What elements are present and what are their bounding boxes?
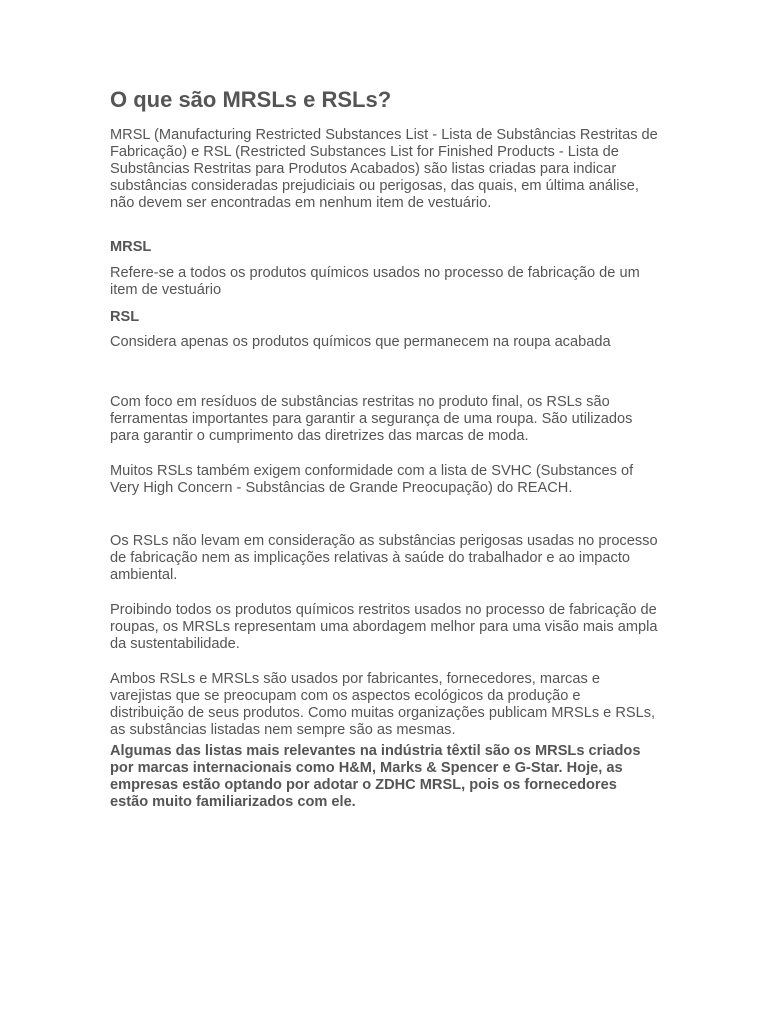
body-paragraph: Proibindo todos os produtos químicos restritos usados no processo de fabricação de roupas, os MRSLs representam uma abordagem melhor para uma visão mais ampla da sustentabilidade. — [110, 602, 658, 652]
body-paragraph: Ambos RSLs e MRSLs são usados por fabricantes, fornecedores, marcas e varejistas que se preocupam com os aspectos ecológicos da produção e distribuição de seus produtos. Como muitas organizações publicam MRSLs e RSLs, as substâncias listadas nem sempre são as mesmas. — [110, 671, 656, 738]
body-paragraph: Os RSLs não levam em consideração as substâncias perigosas usadas no processo de fabricação nem as implicações relativas à saúde do trabalhador e ao impacto ambiental. — [110, 533, 658, 583]
mrsl-heading: MRSL — [110, 239, 152, 255]
page-title: O que são MRSLs e RSLs? — [110, 87, 392, 112]
intro-paragraph: MRSL (Manufacturing Restricted Substances List - Lista de Substâncias Restritas de Fabricação) e RSL (Restricted Substances List for Finished Products - Lista de Substâncias Restritas para Produtos Acabados) são listas criadas para indicar substâncias consideradas prejudiciais ou perigosas, das quais, em última análise, não devem ser encontradas em nenhum item de vestuário. — [110, 127, 658, 211]
body-paragraph: Com foco em resíduos de substâncias restritas no produto final, os RSLs são ferramentas importantes para garantir a segurança de uma roupa. São utilizados para garantir o cumprimento das diretrizes das marcas de moda. — [110, 394, 633, 444]
body-paragraph: Muitos RSLs também exigem conformidade com a lista de SVHC (Substances of Very High Concern - Substâncias de Grande Preocupação) do REACH. — [110, 463, 634, 496]
document-page — [110, 86, 658, 811]
rsl-heading: RSL — [110, 309, 140, 325]
rsl-description: Considera apenas os produtos químicos que permanecem na roupa acabada — [110, 334, 611, 350]
closing-paragraph: Algumas das listas mais relevantes na indústria têxtil são os MRSLs criados por marcas internacionais como H&M, Marks & Spencer e G-Star. Hoje, as empresas estão optando por adotar o ZDHC MRSL, pois os fornecedores estão muito familiarizados com ele. — [110, 743, 641, 810]
mrsl-description: Refere-se a todos os produtos químicos usados no processo de fabricação de um item de vestuário — [110, 265, 640, 298]
